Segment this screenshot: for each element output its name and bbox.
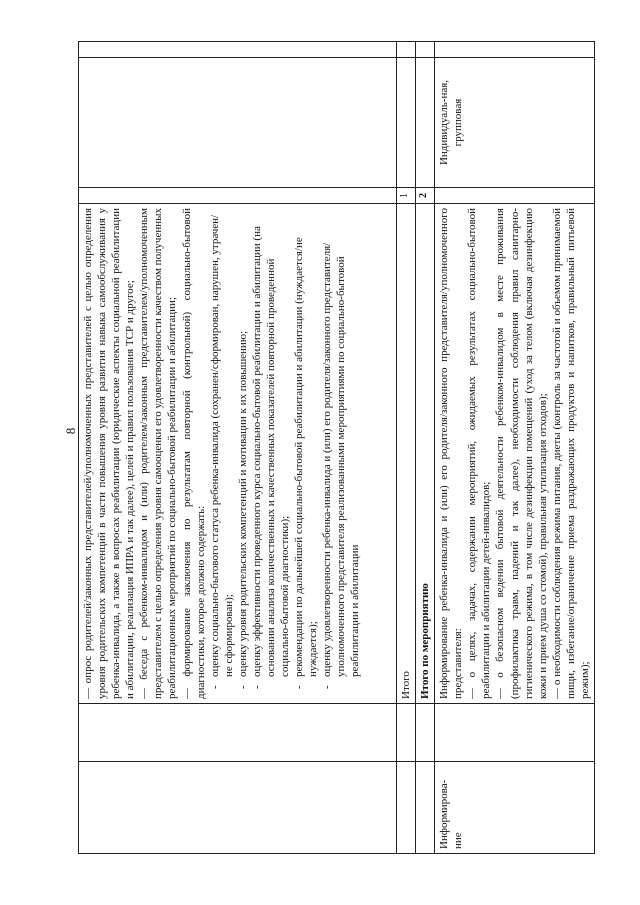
sub-list-item: - рекомендации по дальнейшей социально-бытовой реабилитации и абилитации (нуждается/не нуждается);: [292, 208, 320, 677]
sub-list-item: - оценку удовлетворенности ребенка-инвалида и (или) его родителя/законного представителя/уполномоченного представителя реализованными мероприятиями по социально-бытовой реабилитации и абилитации: [320, 208, 362, 677]
inform-form: Индивидуаль-ная, групповая: [435, 58, 595, 188]
cell-description: [79, 204, 397, 704]
sub-list-item: - оценку социально-бытового статуса ребенка-инвалида (сохранен/сформирован, нарушен, утрачен/не сформирован);: [208, 208, 236, 677]
cell-empty: [79, 58, 397, 188]
sub-list: [208, 208, 363, 699]
list-item: — о необходимости соблюдения режима питания, диеты (контроль за частотой и объемом принимаемой пищи, избегание/ограничение приема раздражающих продуктов и напитков, правильный питьевой режим);: [550, 208, 591, 699]
sub-list-item: - оценку эффективности проведенного курса социально-бытовой реабилитации и абилитации (на основании анализа количественных и качественных показателей повторной проведенной социально-бытовой диагностики);: [250, 208, 292, 677]
list-item: — беседа с ребенком-инвалидом и (или) родителем/законным представителем/уполномоченным представителем с целью определения уровня самооценки его удовлетворенности качеством полученных реабилитационных мероприятий по социально-бытовой реабилитации и абилитации;: [138, 208, 179, 699]
cell-empty: [416, 42, 435, 58]
page-number: 8: [63, 427, 78, 435]
rotated-page: [78, 42, 591, 854]
cell-empty: [416, 58, 435, 188]
table-row: [79, 42, 397, 854]
cell-empty: [397, 762, 416, 854]
itogo-event-label: Итого по мероприятию: [416, 204, 435, 704]
list-item: — о безопасном ведении бытовой деятельности ребенком-инвалидом в месте проживания (профилактика травм, падений и так далее), необходимости соблюдения правил санитарно-гигиенического режима, в том числе дезинфекции помещений (уход за телом (включая дезинфекцию кожи и прием душа со стомой), правильная утилизация отходов);: [494, 208, 549, 699]
cell-empty: [397, 58, 416, 188]
inform-intro: Информирование ребенка-инвалида и (или) его родителя/законного представителя/уполномоченного представителя:: [438, 208, 465, 699]
cell-empty: [435, 704, 595, 762]
table-row: [435, 42, 595, 854]
list-item: — о целях, задачах, содержании мероприятий, ожидаемых результатах социально-бытовой реабилитации и абилитации детей-инвалидов;: [466, 208, 493, 699]
table-row: [397, 42, 416, 854]
list-item: — формирование заключения по результатам повторной (контрольной) социально-бытовой диагностики, которое должно содержать:: [180, 208, 207, 699]
table-row: [416, 42, 435, 854]
cell-empty: [416, 704, 435, 762]
sub-list-item: - оценку уровня родительских компетенций и мотивации к их повышению;: [236, 208, 250, 677]
cell-empty: [416, 762, 435, 854]
itogo-value: 1: [397, 188, 416, 204]
cell-empty: [397, 42, 416, 58]
list-item: — опрос родителей/законных представителей/уполномоченных представителей с целью определения уровня родительских компетенций в части повышения уровня развития навыка самообслуживания у ребенка-инвалида, а также в вопросах реабилитации (юридические аспекты социальной реабилитации и абилитации, реализация ИПРА и так далее), целей и правил пользования ТСР и другое;: [82, 208, 137, 699]
cell-empty: [79, 42, 397, 58]
cell-empty: [79, 188, 397, 204]
cell-empty: [397, 704, 416, 762]
itogo-label: Итого: [397, 204, 416, 704]
cell-empty: [435, 42, 595, 58]
itogo-event-value: 2: [416, 188, 435, 204]
document-sheet: [78, 42, 640, 849]
cell-empty: [435, 188, 595, 204]
cell-empty: [79, 704, 397, 762]
measures-table: [78, 41, 595, 854]
inform-name: Информирова-ние: [435, 762, 595, 854]
inform-description: [435, 204, 595, 704]
cell-empty: [79, 762, 397, 854]
